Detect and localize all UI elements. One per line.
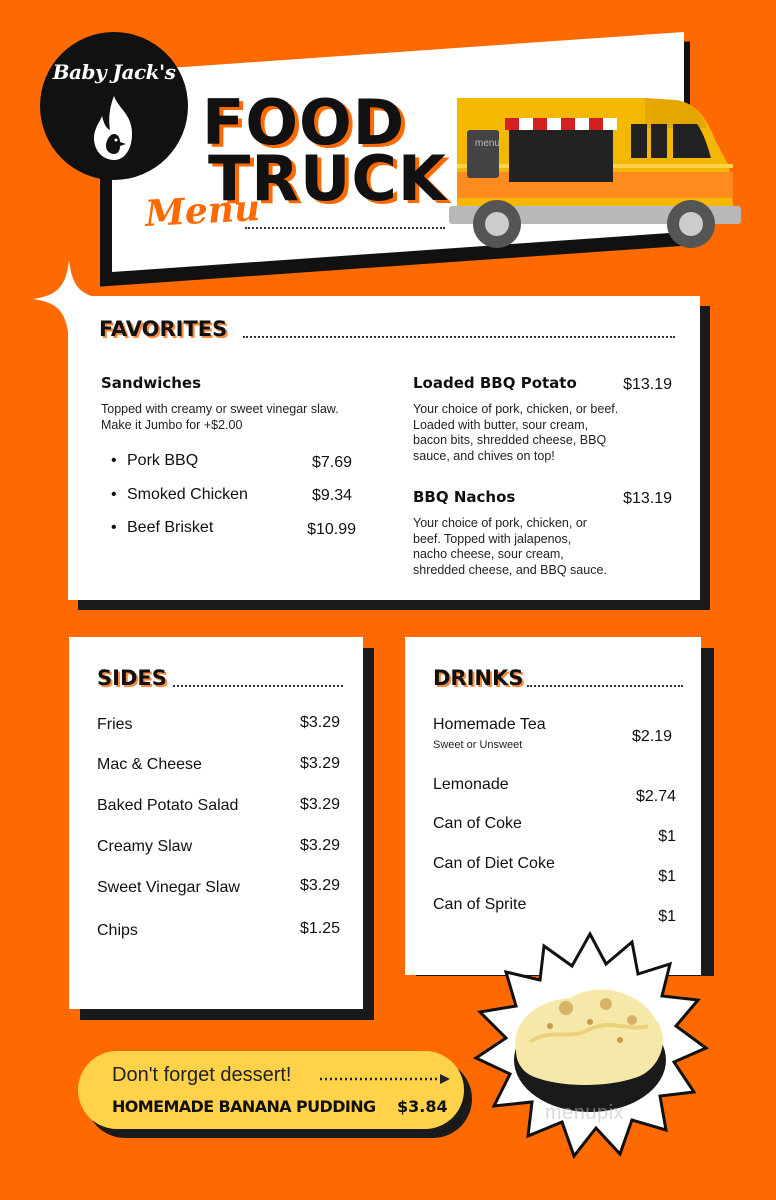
logo-text: Baby Jack's	[52, 60, 176, 84]
sandwich-item-beef-brisket: • Beef Brisket	[127, 519, 213, 537]
favorites-title: FAVORITES	[99, 317, 228, 341]
side-price-sweet-vinegar-slaw: $3.29	[299, 877, 340, 894]
drink-price-lemonade: $2.74	[635, 788, 676, 805]
drink-price-homemade-tea: $2.19	[631, 728, 672, 745]
sides-title: SIDES	[97, 666, 167, 690]
side-item-sweet-vinegar-slaw: Sweet Vinegar Slaw	[97, 879, 240, 896]
side-price-fries: $3.29	[299, 714, 340, 731]
sandwiches-heading: Sandwiches	[101, 374, 202, 392]
brand-logo	[40, 32, 188, 180]
drink-item-homemade-tea: Homemade Tea	[433, 716, 546, 733]
side-item-fries: Fries	[97, 716, 133, 733]
sparkle-icon	[32, 260, 106, 338]
dessert-pill	[78, 1051, 464, 1129]
nachos-description: Your choice of pork, chicken, or beef. Topped with jalapenos, nacho cheese, sour cream, shredded cheese, and BBQ sauce.	[413, 516, 607, 577]
nachos-heading: BBQ Nachos	[413, 488, 516, 506]
dessert-prompt: Don't forget dessert!	[112, 1064, 292, 1086]
nachos-price: $13.19	[623, 490, 672, 507]
loaded-potato-price: $13.19	[623, 376, 672, 393]
drink-item-lemonade: Lemonade	[433, 776, 509, 793]
dessert-name: HOMEMADE BANANA PUDDING	[112, 1097, 376, 1116]
sandwich-price-smoked-chicken: $9.34	[311, 487, 352, 504]
sandwiches-description: Topped with creamy or sweet vinegar slaw. Make it Jumbo for +$2.00	[101, 402, 339, 432]
loaded-potato-heading: Loaded BBQ Potato	[413, 374, 577, 392]
side-price-chips: $1.25	[299, 920, 340, 937]
drinks-dotted-line	[527, 685, 683, 687]
side-price-mac-cheese: $3.29	[299, 755, 340, 772]
sandwich-price-pork-bbq: $7.69	[311, 454, 352, 471]
drink-sub-homemade-tea: Sweet or Unsweet	[433, 739, 523, 751]
truck-menu-sign: menu	[475, 138, 501, 149]
subtitle-dotted-line	[245, 227, 445, 229]
menu-subtitle: Menu	[143, 187, 262, 235]
arrow-right-icon	[320, 1074, 450, 1084]
sandwich-item-pork-bbq: • Pork BBQ	[127, 452, 198, 470]
drink-item-can-of-diet-coke: Can of Diet Coke	[433, 855, 555, 872]
side-price-creamy-slaw: $3.29	[299, 837, 340, 854]
drink-item-can-of-coke: Can of Coke	[433, 815, 522, 832]
drink-price-can-of-coke: $1	[658, 828, 676, 845]
sandwich-price-beef-brisket: $10.99	[307, 521, 356, 538]
drink-price-can-of-sprite: $1	[658, 908, 676, 925]
side-item-baked-potato-salad: Baked Potato Salad	[97, 797, 239, 814]
drink-item-can-of-sprite: Can of Sprite	[433, 896, 527, 913]
title-truck: TRUCK	[208, 142, 447, 215]
sandwich-item-smoked-chicken: • Smoked Chicken	[127, 486, 248, 504]
sides-dotted-line	[173, 685, 343, 687]
sides-card	[69, 637, 363, 1009]
side-price-baked-potato-salad: $3.29	[299, 796, 340, 813]
title-food: FOOD	[202, 86, 406, 159]
loaded-potato-description: Your choice of pork, chicken, or beef. Loaded with butter, sour cream, bacon bits, shredded cheese, BBQ sauce, and chives on top!	[413, 402, 619, 463]
food-truck-icon	[445, 88, 745, 258]
pudding-photo	[470, 930, 710, 1160]
side-item-creamy-slaw: Creamy Slaw	[97, 838, 193, 855]
drink-price-can-of-diet-coke: $1	[658, 868, 676, 885]
favorites-dotted-line	[243, 336, 675, 338]
dessert-price: $3.84	[397, 1097, 448, 1116]
flame-icon	[86, 94, 142, 164]
side-item-mac-cheese: Mac & Cheese	[97, 756, 202, 773]
drinks-title: DRINKS	[433, 666, 524, 690]
watermark: menupix	[545, 1102, 625, 1124]
side-item-chips: Chips	[97, 922, 138, 939]
